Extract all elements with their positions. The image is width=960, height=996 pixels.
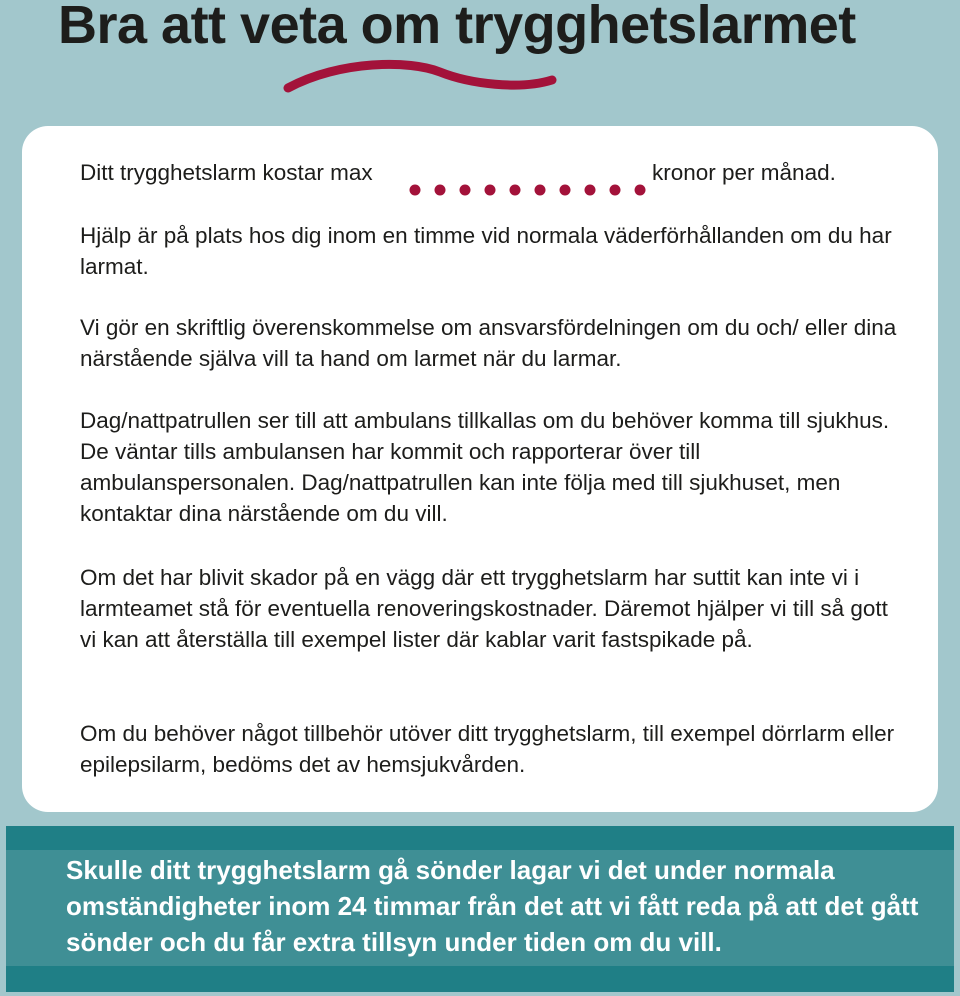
price-text-before: Ditt trygghetslarm kostar max xyxy=(80,160,373,185)
price-row xyxy=(80,157,920,197)
footer-text: Skulle ditt trygghetslarm gå sönder lagar vi det under normala omständigheter inom 24 timmar från det att vi fått reda på att det gått sönder och du får extra tillsyn under tiden om du vill. xyxy=(66,855,919,957)
paragraph-ambulance: Dag/nattpatrullen ser till att ambulans tillkallas om du behöver komma till sjukhus. De väntar tills ambulansen har kommit och rapporterar över till ambulanspersonalen. Dag/nattpatrullen kan inte följa med till sjukhuset, men kontaktar dina närstående om du vill. xyxy=(80,408,890,526)
paragraph-help: Hjälp är på plats hos dig inom en timme vid normala väderförhållanden om du har larmat. xyxy=(80,223,892,279)
paragraph-accessories: Om du behöver något tillbehör utöver ditt trygghetslarm, till exempel dörrlarm eller epilepsilarm, bedöms det av hemsjukvården. xyxy=(80,721,895,777)
title-swoosh-decoration xyxy=(280,50,560,100)
page-title: Bra att veta om trygghetslarmet xyxy=(58,0,856,55)
paragraph-agreement: Vi gör en skriftlig överenskommelse om ansvarsfördelningen om du och/ eller dina närstående själva vill ta hand om larmet när du larmar. xyxy=(80,315,897,371)
price-blank-dotted-line xyxy=(408,183,656,197)
footer-banner xyxy=(6,826,954,992)
info-card xyxy=(22,126,938,812)
paragraph-damage: Om det har blivit skador på en vägg där ett trygghetslarm har suttit kan inte vi i larmteamet stå för eventuella renoveringskostnader. Däremot hjälper vi till så gott vi kan att återställa till exempel lister där kablar varit fastspikade på. xyxy=(80,565,888,652)
footer-inner-panel xyxy=(6,850,954,966)
price-text-after: kronor per månad. xyxy=(652,160,836,185)
